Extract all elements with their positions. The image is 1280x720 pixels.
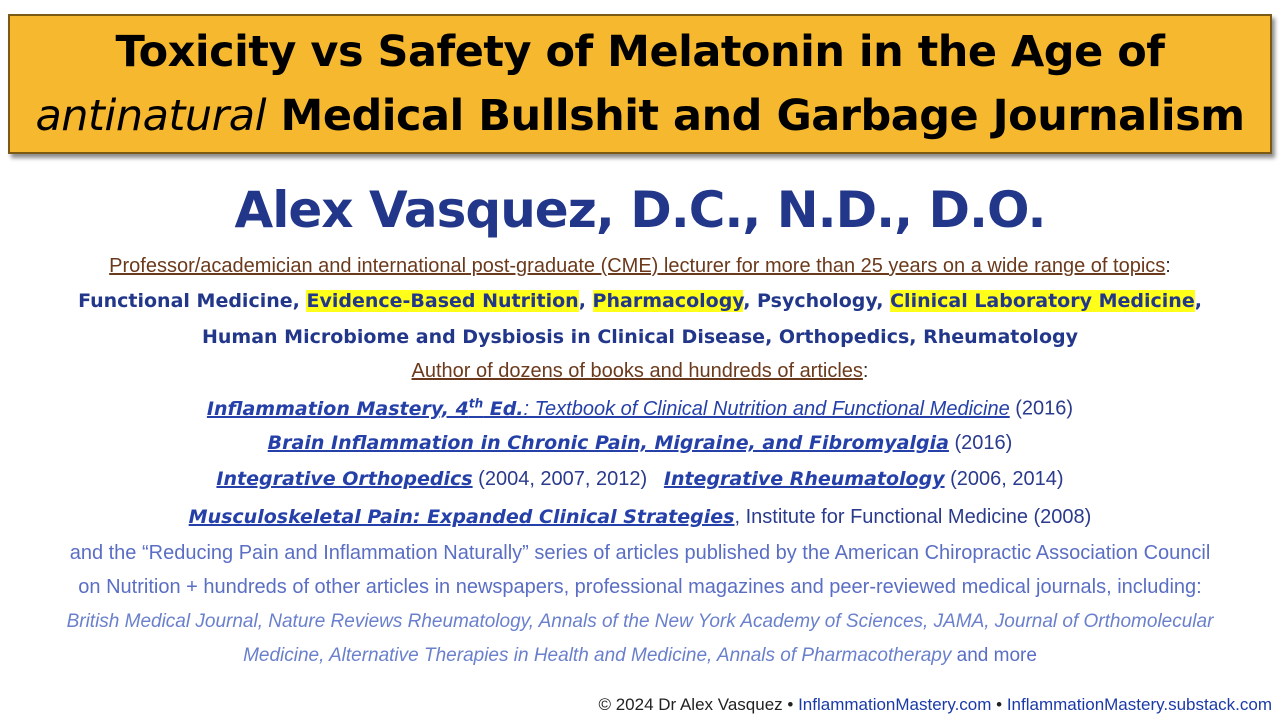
journals-line-2-text: Medicine, Alternative Therapies in Health and Medicine, Annals of Pharmacotherapy <box>243 645 952 666</box>
book-publisher-year: , Institute for Functional Medicine (2008) <box>734 506 1092 528</box>
book-year: (2016) <box>948 432 1013 454</box>
book-subtitle: : Textbook of Clinical Nutrition and Functional Medicine <box>523 397 1010 420</box>
topic-orthopedics: Orthopedics <box>778 326 910 348</box>
author-of-colon: : <box>862 360 869 382</box>
book-year: (2016) <box>1009 397 1074 420</box>
topic-microbiome: Human Microbiome and Dysbiosis in Clinical Disease <box>201 326 766 348</box>
topic-evidence-based-nutrition: Evidence-Based Nutrition <box>306 290 579 312</box>
book-item-integrative <box>0 468 1280 491</box>
book-year: (2004, 2007, 2012) <box>472 468 648 490</box>
footer-site-link-2[interactable]: InflammationMastery.substack.com <box>1006 695 1272 714</box>
footer-site-link-1[interactable]: InflammationMastery.com <box>798 695 992 714</box>
author-of-heading <box>0 360 1280 383</box>
author-of-text: Author of dozens of books and hundreds of articles <box>411 360 863 382</box>
title-italic-word: antinatural <box>35 91 267 141</box>
topic-separator: , <box>876 290 891 312</box>
book-title-superscript: th <box>468 396 484 410</box>
title-line-2-rest: Medical Bullshit and Garbage Journalism <box>266 91 1245 141</box>
title-line-1: Toxicity vs Safety of Melatonin in the Age of <box>115 27 1165 77</box>
description-colon: : <box>1165 255 1171 277</box>
topic-functional-medicine: Functional Medicine <box>78 290 293 312</box>
footer-bullet: • <box>991 695 1007 714</box>
book-title: Integrative Orthopedics <box>216 468 473 490</box>
author-name: Alex Vasquez, D.C., N.D., D.O. <box>234 181 1046 239</box>
book-title-end: Ed. <box>483 397 524 420</box>
book-link-inflammation-mastery[interactable] <box>207 398 1010 420</box>
topic-separator: , <box>765 326 779 348</box>
description-text: Professor/academician and international post-graduate (CME) lecturer for more than 25 years on a wide range of topics <box>109 255 1166 277</box>
book-item-inflammation-mastery <box>0 396 1280 421</box>
topic-separator: , <box>909 326 924 348</box>
topic-trailing-comma: , <box>1194 290 1202 312</box>
title-banner <box>8 14 1272 154</box>
series-line-2: on Nutrition + hundreds of other articles in newspapers, professional magazines and peer-reviewed medical journals, including: <box>78 576 1202 598</box>
series-line-1: and the “Reducing Pain and Inflammation Naturally” series of articles published by the American Chiropractic Association Council <box>69 542 1211 564</box>
footer <box>598 695 1272 715</box>
footer-copyright: © 2024 Dr Alex Vasquez • <box>598 695 799 714</box>
topic-pharmacology: Pharmacology <box>592 290 744 312</box>
book-title: Inflammation Mastery, 4 <box>206 397 469 420</box>
topic-rheumatology: Rheumatology <box>923 326 1078 348</box>
book-link-musculoskeletal-pain[interactable] <box>189 506 735 528</box>
journals-line-2 <box>0 645 1280 667</box>
topic-separator: , <box>578 290 593 312</box>
book-link-integrative-orthopedics[interactable] <box>216 468 472 490</box>
journals-line-1: British Medical Journal, Nature Reviews Rheumatology, Annals of the New York Academy of Sciences, JAMA, Journal of Orthomolecular <box>66 611 1214 632</box>
topic-clinical-laboratory-medicine: Clinical Laboratory Medicine <box>890 290 1195 312</box>
book-year: (2006, 2014) <box>944 468 1064 490</box>
book-title: Brain Inflammation in Chronic Pain, Migraine, and Fibromyalgia <box>267 432 949 454</box>
book-item-musculoskeletal-pain <box>0 506 1280 529</box>
book-item-brain-inflammation <box>0 432 1280 455</box>
topic-separator: , <box>292 290 307 312</box>
topics-line-2 <box>0 326 1280 348</box>
book-link-brain-inflammation[interactable] <box>268 432 949 454</box>
description <box>0 255 1280 278</box>
book-title: Musculoskeletal Pain: Expanded Clinical Strategies <box>188 506 735 528</box>
topics-line-1 <box>0 290 1280 312</box>
topic-separator: , <box>743 290 758 312</box>
title-line-2 <box>10 84 1270 148</box>
topic-psychology: Psychology <box>757 290 877 312</box>
journals-line-2-end: and more <box>951 645 1037 666</box>
book-title: Integrative Rheumatology <box>663 468 945 490</box>
book-link-integrative-rheumatology[interactable] <box>664 468 945 490</box>
